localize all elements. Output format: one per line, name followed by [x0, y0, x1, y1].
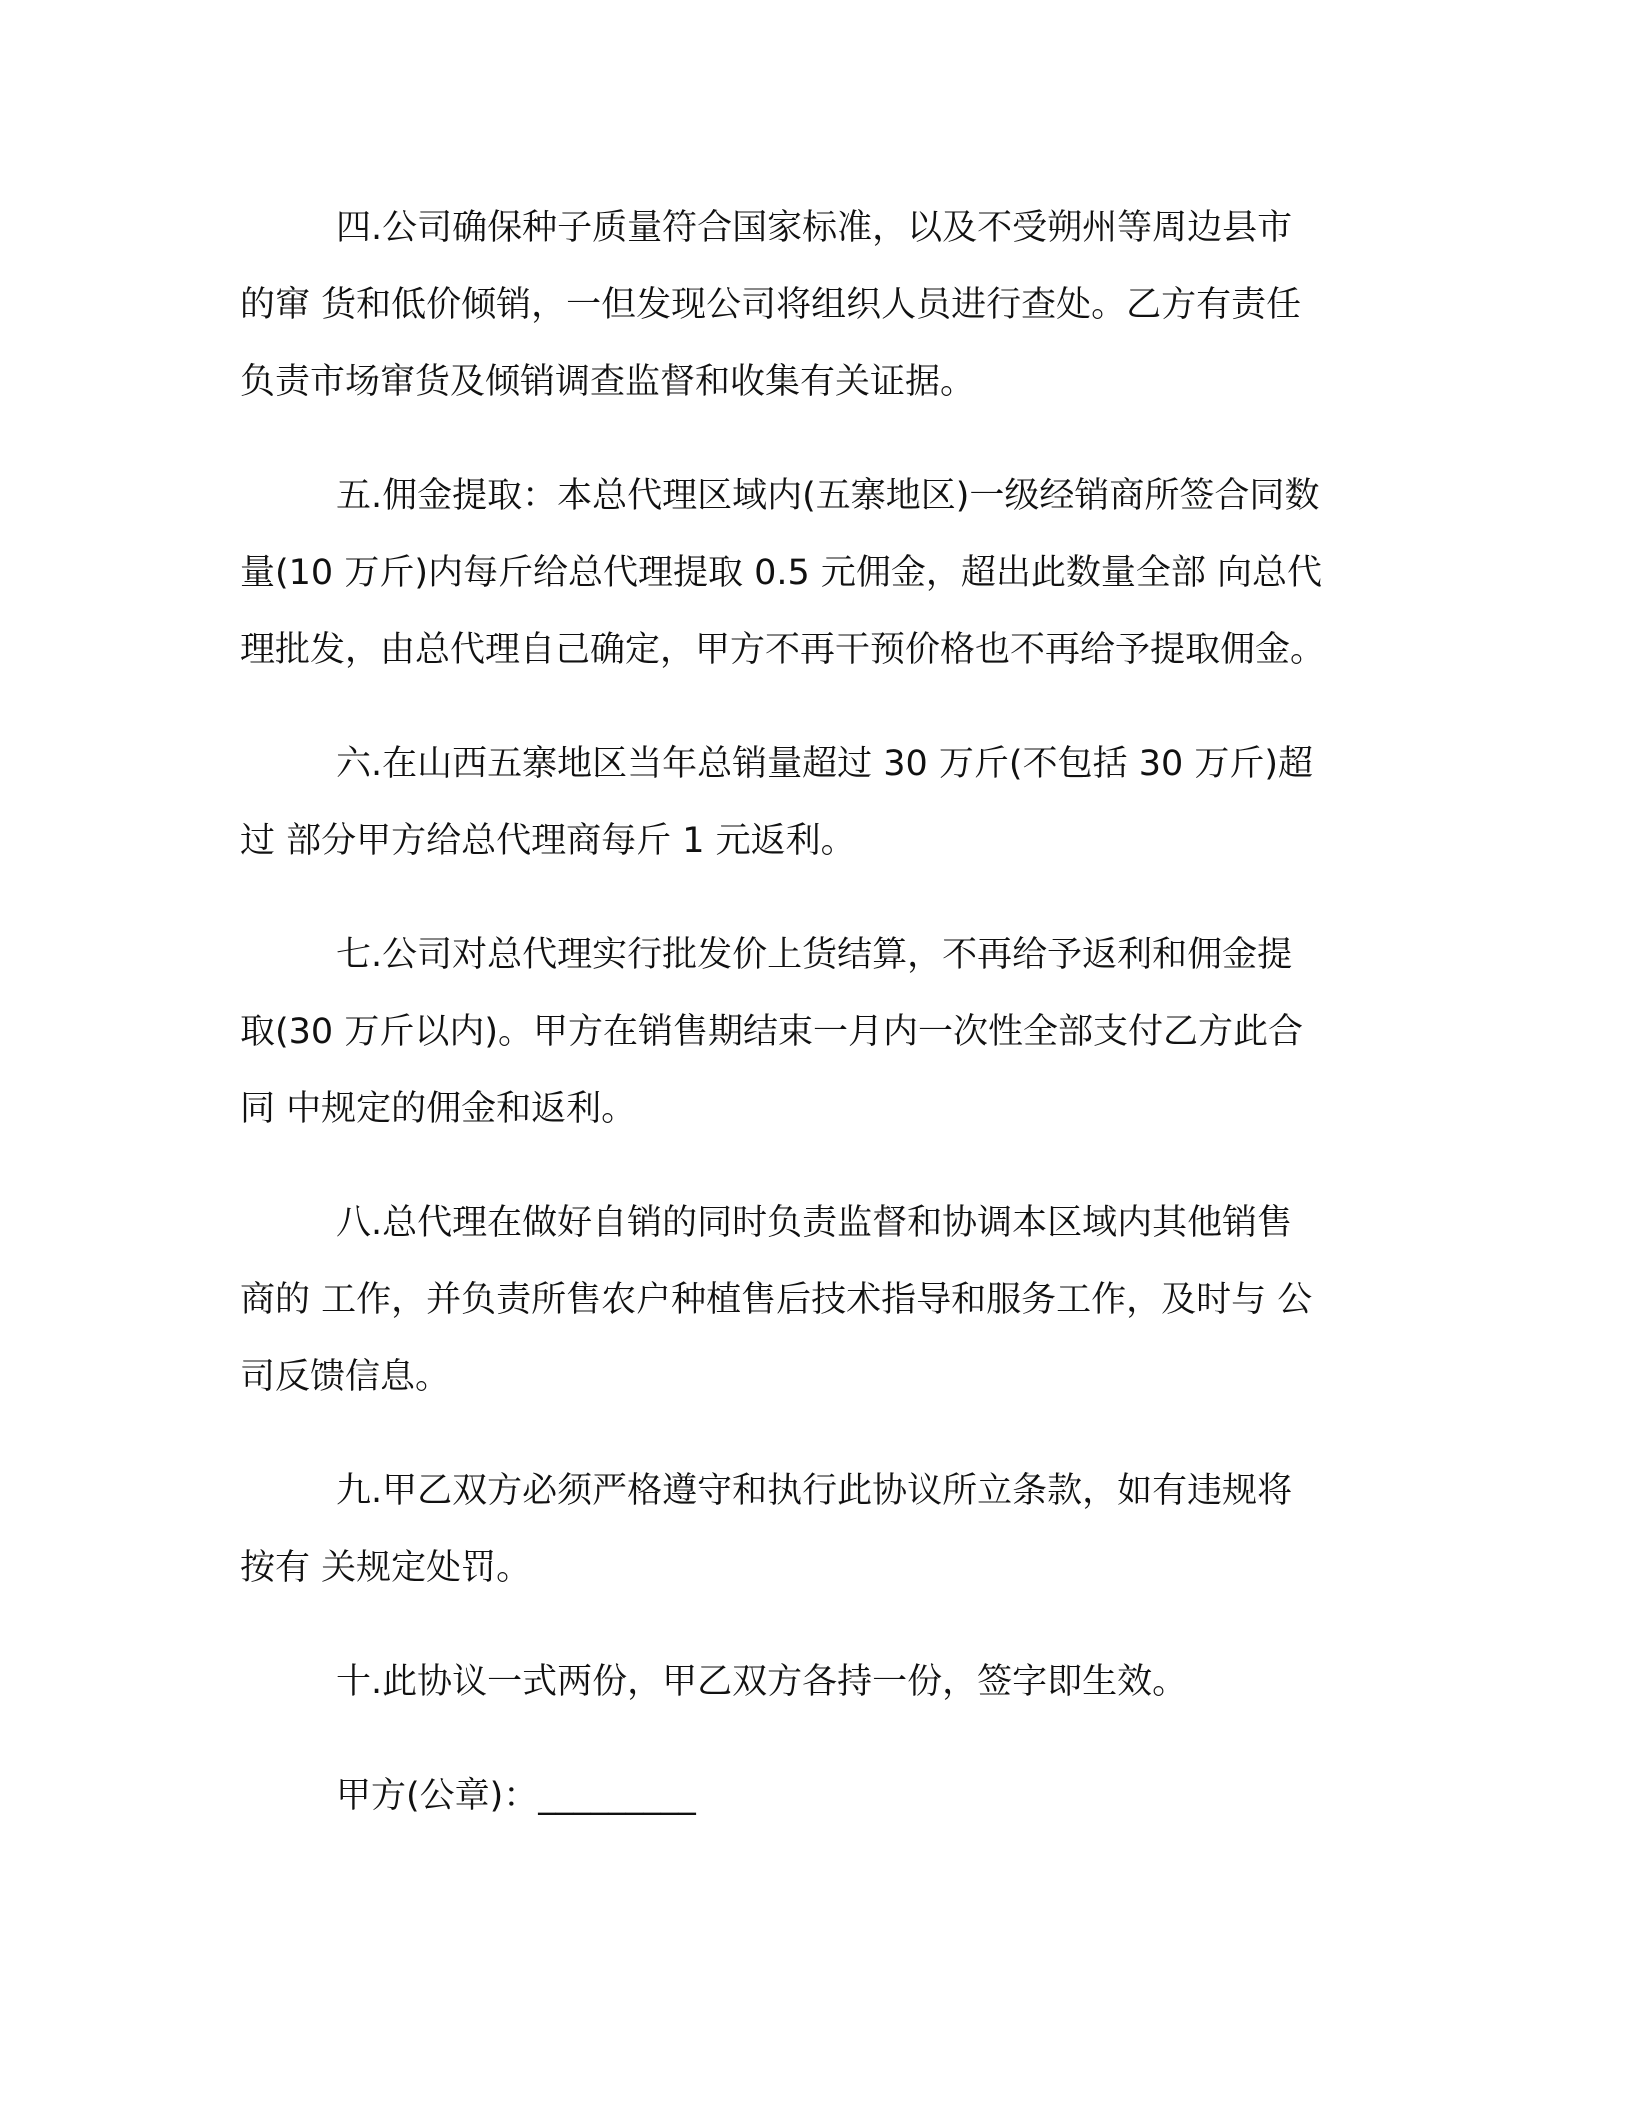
clause-line: 负责市场窜货及倾销调查监督和收集有关证据。: [240, 362, 976, 402]
clause-8: [240, 1185, 1380, 1416]
clause-9: [240, 1453, 1380, 1607]
clause-line: 量(10 万斤)内每斤给总代理提取 0.5 元佣金，超出此数量全部 向总代: [240, 553, 1323, 593]
clause-line: 七.公司对总代理实行批发价上货结算，不再给予返利和佣金提: [336, 935, 1293, 975]
clause-line: 取(30 万斤以内)。甲方在销售期结束一月内一次性全部支付乙方此合: [240, 1012, 1303, 1052]
clause-line: 八.总代理在做好自销的同时负责监督和协调本区域内其他销售: [336, 1203, 1293, 1243]
clause-line: 十.此协议一式两份，甲乙双方各持一份，签字即生效。: [336, 1662, 1188, 1702]
signature-line: 甲方(公章)：_________: [336, 1776, 696, 1816]
clause-line: 九.甲乙双方必须严格遵守和执行此协议所立条款，如有违规将: [336, 1471, 1293, 1511]
clause-line: 的窜 货和低价倾销，一但发现公司将组织人员进行查处。乙方有责任: [240, 285, 1302, 325]
clause-line: 过 部分甲方给总代理商每斤 1 元返利。: [240, 821, 856, 861]
clause-5: [240, 458, 1380, 689]
clause-line: 按有 关规定处罚。: [240, 1548, 532, 1588]
clause-line: 五.佣金提取：本总代理区域内(五寨地区)一级经销商所签合同数: [336, 476, 1320, 516]
clause-6: [240, 726, 1380, 880]
clause-line: 商的 工作，并负责所售农户种植售后技术指导和服务工作，及时与 公: [240, 1280, 1313, 1320]
clause-line: 同 中规定的佣金和返利。: [240, 1089, 637, 1129]
document-page: [240, 190, 1380, 1835]
clause-7: [240, 917, 1380, 1148]
clause-line: 司反馈信息。: [240, 1357, 451, 1397]
clause-10: [240, 1644, 1380, 1721]
clause-4: [240, 190, 1380, 421]
clause-line: 四.公司确保种子质量符合国家标准，以及不受朔州等周边县市: [336, 208, 1293, 248]
clause-line: 理批发，由总代理自己确定，甲方不再干预价格也不再给予提取佣金。: [240, 630, 1326, 670]
clause-line: 六.在山西五寨地区当年总销量超过 30 万斤(不包括 30 万斤)超: [336, 744, 1314, 784]
